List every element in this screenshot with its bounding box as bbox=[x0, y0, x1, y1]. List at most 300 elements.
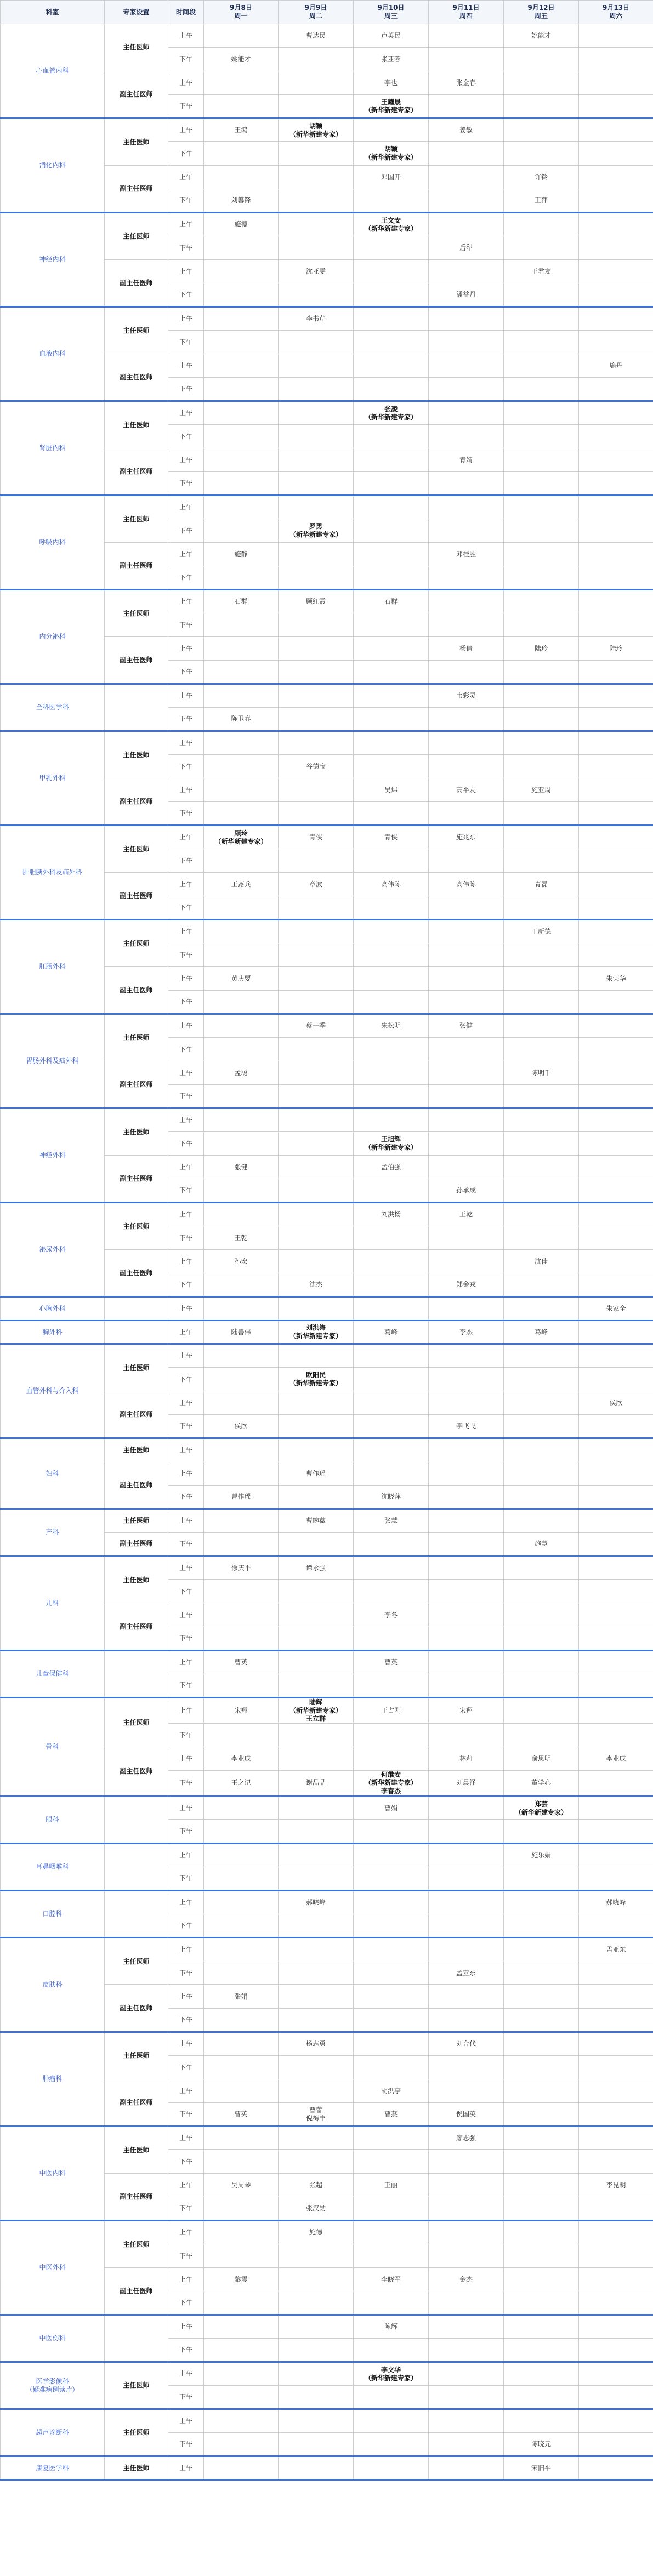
doctor-cell[interactable]: 何维安 （新华新建专家） 李春杰 bbox=[354, 1771, 429, 1796]
expert-level bbox=[105, 1297, 168, 1321]
department-name[interactable]: 骨科 bbox=[1, 1698, 105, 1796]
doctor-cell[interactable]: 姚能才 bbox=[204, 48, 279, 71]
doctor-cell[interactable]: 李晓军 bbox=[354, 2268, 429, 2291]
department-name[interactable]: 眼科 bbox=[1, 1796, 105, 1844]
schedule-row bbox=[1, 1203, 653, 1226]
doctor-cell[interactable]: 曹娟 bbox=[354, 1796, 429, 1820]
schedule-row bbox=[1, 1556, 653, 1580]
empty-cell bbox=[354, 1867, 429, 1891]
department-name[interactable]: 妇科 bbox=[1, 1438, 105, 1509]
doctor-cell[interactable]: 黎震 bbox=[204, 2268, 279, 2291]
doctor-cell[interactable]: 张健 bbox=[429, 1014, 504, 1038]
time-slot: 上午 bbox=[168, 684, 204, 708]
doctor-cell[interactable]: 孟亚东 bbox=[579, 1938, 653, 1961]
schedule-row bbox=[1, 2409, 653, 2433]
doctor-cell[interactable]: 王蕗兵 bbox=[204, 873, 279, 896]
empty-cell bbox=[354, 1438, 429, 1462]
department-name[interactable]: 甲乳外科 bbox=[1, 731, 105, 826]
empty-cell bbox=[204, 519, 279, 543]
doctor-cell[interactable]: 蔡一季 bbox=[279, 1014, 354, 1038]
doctor-cell[interactable]: 杨志勇 bbox=[279, 2032, 354, 2056]
empty-cell bbox=[279, 1226, 354, 1250]
empty-cell bbox=[429, 1108, 504, 1132]
empty-cell bbox=[579, 1038, 653, 1061]
empty-cell bbox=[429, 590, 504, 613]
time-slot: 上午 bbox=[168, 543, 204, 566]
department-name[interactable]: 心血管内科 bbox=[1, 24, 105, 118]
doctor-cell[interactable]: 施乐娟 bbox=[504, 1844, 579, 1867]
empty-cell bbox=[579, 1179, 653, 1203]
empty-cell bbox=[204, 1391, 279, 1415]
doctor-cell[interactable]: 张凌 （新华新建专家） bbox=[354, 401, 429, 425]
department-name[interactable]: 耳鼻咽喉科 bbox=[1, 1844, 105, 1891]
doctor-cell[interactable]: 王旭辉 （新华新建专家） bbox=[354, 1132, 429, 1156]
empty-cell bbox=[354, 967, 429, 991]
doctor-cell[interactable]: 郝晓峰 bbox=[579, 1891, 653, 1914]
doctor-cell[interactable]: 张超 bbox=[279, 2174, 354, 2197]
empty-cell bbox=[504, 142, 579, 166]
department-name[interactable]: 康复医学科 bbox=[1, 2456, 105, 2480]
doctor-cell[interactable]: 林莉 bbox=[429, 1747, 504, 1771]
expert-level: 主任医师 bbox=[105, 1556, 168, 1603]
empty-cell bbox=[204, 1891, 279, 1914]
empty-cell bbox=[204, 472, 279, 496]
doctor-cell[interactable]: 李书芹 bbox=[279, 307, 354, 331]
doctor-cell[interactable]: 谷德宝 bbox=[279, 755, 354, 778]
department-name[interactable]: 泌尿外科 bbox=[1, 1203, 105, 1297]
doctor-cell[interactable]: 曹燕 bbox=[354, 2103, 429, 2126]
header-slot: 时间段 bbox=[168, 1, 204, 24]
doctor-cell[interactable]: 宋翔 bbox=[204, 1698, 279, 1724]
time-slot: 上午 bbox=[168, 1250, 204, 1273]
doctor-cell[interactable]: 李飞飞 bbox=[429, 1415, 504, 1438]
doctor-cell[interactable]: 李杰 bbox=[429, 1321, 504, 1344]
time-slot: 下午 bbox=[168, 236, 204, 260]
time-slot: 下午 bbox=[168, 566, 204, 590]
doctor-cell[interactable]: 王耀晟 （新华新建专家） bbox=[354, 95, 429, 118]
empty-cell bbox=[279, 1391, 354, 1415]
doctor-cell[interactable]: 沈亚雯 bbox=[279, 260, 354, 283]
time-slot: 上午 bbox=[168, 1938, 204, 1961]
department-name[interactable]: 呼吸内科 bbox=[1, 496, 105, 590]
doctor-cell[interactable]: 高伟陈 bbox=[429, 873, 504, 896]
time-slot: 上午 bbox=[168, 354, 204, 378]
doctor-cell[interactable]: 孟伯强 bbox=[354, 1156, 429, 1179]
doctor-cell[interactable]: 青磊 bbox=[504, 873, 579, 896]
empty-cell bbox=[279, 378, 354, 401]
doctor-cell[interactable]: 孙承成 bbox=[429, 1179, 504, 1203]
doctor-cell[interactable]: 李业成 bbox=[204, 1747, 279, 1771]
empty-cell bbox=[579, 1844, 653, 1867]
doctor-cell[interactable]: 施兆东 bbox=[429, 826, 504, 849]
doctor-cell[interactable]: 沈晓萍 bbox=[354, 1486, 429, 1509]
schedule-row bbox=[1, 1438, 653, 1462]
doctor-cell[interactable]: 俞思明 bbox=[504, 1747, 579, 1771]
empty-cell bbox=[429, 142, 504, 166]
empty-cell bbox=[579, 425, 653, 448]
doctor-cell[interactable]: 顾红霞 bbox=[279, 590, 354, 613]
empty-cell bbox=[429, 2339, 504, 2362]
doctor-cell[interactable]: 曹作瑶 bbox=[279, 1462, 354, 1486]
empty-cell bbox=[204, 2150, 279, 2174]
doctor-cell[interactable]: 朱荣华 bbox=[579, 967, 653, 991]
doctor-cell[interactable]: 张娟 bbox=[204, 1985, 279, 2009]
doctor-cell[interactable]: 郑芸 （新华新建专家） bbox=[504, 1796, 579, 1820]
doctor-cell[interactable]: 姜敏 bbox=[429, 118, 504, 142]
empty-cell bbox=[279, 1747, 354, 1771]
doctor-cell[interactable]: 曹蕾 倪梅丰 bbox=[279, 2103, 354, 2126]
schedule-row bbox=[1, 1509, 653, 1533]
department-name[interactable]: 中医内科 bbox=[1, 2126, 105, 2221]
empty-cell bbox=[504, 378, 579, 401]
doctor-cell[interactable]: 陆玲 bbox=[579, 637, 653, 661]
doctor-cell[interactable]: 吴炜 bbox=[354, 778, 429, 802]
empty-cell bbox=[204, 1914, 279, 1938]
doctor-cell[interactable]: 谢晶晶 bbox=[279, 1771, 354, 1796]
expert-level: 副主任医师 bbox=[105, 637, 168, 684]
empty-cell bbox=[429, 2079, 504, 2103]
doctor-cell[interactable]: 曹英 bbox=[204, 1651, 279, 1674]
doctor-cell[interactable]: 章波 bbox=[279, 873, 354, 896]
time-slot: 下午 bbox=[168, 1273, 204, 1297]
doctor-cell[interactable]: 张金春 bbox=[429, 71, 504, 95]
doctor-cell[interactable]: 王乾 bbox=[429, 1203, 504, 1226]
doctor-cell[interactable]: 张汉勋 bbox=[279, 2197, 354, 2221]
doctor-cell[interactable]: 韦彩灵 bbox=[429, 684, 504, 708]
empty-cell bbox=[279, 1038, 354, 1061]
doctor-cell[interactable]: 高伟陈 bbox=[354, 873, 429, 896]
doctor-cell[interactable]: 葛峰 bbox=[504, 1321, 579, 1344]
time-slot: 上午 bbox=[168, 1156, 204, 1179]
empty-cell bbox=[429, 967, 504, 991]
doctor-cell[interactable]: 曹英 bbox=[354, 1651, 429, 1674]
time-slot: 下午 bbox=[168, 519, 204, 543]
empty-cell bbox=[504, 2268, 579, 2291]
empty-cell bbox=[579, 1820, 653, 1844]
empty-cell bbox=[354, 2291, 429, 2315]
empty-cell bbox=[354, 2056, 429, 2079]
empty-cell bbox=[204, 71, 279, 95]
empty-cell bbox=[279, 1486, 354, 1509]
empty-cell bbox=[579, 1580, 653, 1603]
doctor-cell[interactable]: 卢英民 bbox=[354, 24, 429, 48]
doctor-cell[interactable]: 石群 bbox=[204, 590, 279, 613]
doctor-cell[interactable]: 曹畹薇 bbox=[279, 1509, 354, 1533]
empty-cell bbox=[429, 213, 504, 236]
time-slot: 上午 bbox=[168, 2174, 204, 2197]
doctor-cell[interactable]: 王君友 bbox=[504, 260, 579, 283]
department-name[interactable]: 全科医学科 bbox=[1, 684, 105, 731]
doctor-cell[interactable]: 施静 bbox=[204, 543, 279, 566]
empty-cell bbox=[504, 401, 579, 425]
doctor-cell[interactable]: 金杰 bbox=[429, 2268, 504, 2291]
doctor-cell[interactable]: 刘合代 bbox=[429, 2032, 504, 2056]
department-name[interactable]: 心胸外科 bbox=[1, 1297, 105, 1321]
empty-cell bbox=[579, 2126, 653, 2150]
empty-cell bbox=[579, 2244, 653, 2268]
department-name[interactable]: 皮肤科 bbox=[1, 1938, 105, 2032]
doctor-cell[interactable]: 侯欣 bbox=[204, 1415, 279, 1438]
empty-cell bbox=[579, 260, 653, 283]
doctor-cell[interactable]: 倪国英 bbox=[429, 2103, 504, 2126]
department-name[interactable]: 血管外科与介入科 bbox=[1, 1344, 105, 1438]
expert-level bbox=[105, 1844, 168, 1891]
expert-level: 主任医师 bbox=[105, 1344, 168, 1391]
department-name[interactable]: 中医伤科 bbox=[1, 2315, 105, 2362]
doctor-cell[interactable]: 刘晨泽 bbox=[429, 1771, 504, 1796]
doctor-cell[interactable]: 青侠 bbox=[354, 826, 429, 849]
doctor-cell[interactable]: 李业成 bbox=[579, 1747, 653, 1771]
doctor-cell[interactable]: 孟聪 bbox=[204, 1061, 279, 1085]
department-name[interactable]: 肝胆胰外科及疝外科 bbox=[1, 826, 105, 920]
empty-cell bbox=[579, 166, 653, 189]
expert-level: 主任医师 bbox=[105, 2456, 168, 2480]
doctor-cell[interactable]: 王鸿 bbox=[204, 118, 279, 142]
doctor-cell[interactable]: 吴周琴 bbox=[204, 2174, 279, 2197]
empty-cell bbox=[504, 2409, 579, 2433]
empty-cell bbox=[504, 1038, 579, 1061]
doctor-cell[interactable]: 王文安 （新华新建专家） bbox=[354, 213, 429, 236]
empty-cell bbox=[354, 1533, 429, 1556]
doctor-cell[interactable]: 张亚蓉 bbox=[354, 48, 429, 71]
doctor-cell[interactable]: 孙宏 bbox=[204, 1250, 279, 1273]
empty-cell bbox=[579, 1674, 653, 1698]
empty-cell bbox=[279, 189, 354, 213]
doctor-cell[interactable]: 陆善伟 bbox=[204, 1321, 279, 1344]
empty-cell bbox=[279, 778, 354, 802]
department-name[interactable]: 肾脏内科 bbox=[1, 401, 105, 496]
department-name[interactable]: 儿科 bbox=[1, 1556, 105, 1651]
doctor-cell[interactable]: 董学心 bbox=[504, 1771, 579, 1796]
empty-cell bbox=[354, 802, 429, 826]
doctor-cell[interactable]: 姚能才 bbox=[504, 24, 579, 48]
empty-cell bbox=[429, 1844, 504, 1867]
empty-cell bbox=[279, 920, 354, 943]
department-name[interactable]: 神经外科 bbox=[1, 1108, 105, 1203]
doctor-cell[interactable]: 邓国开 bbox=[354, 166, 429, 189]
doctor-cell[interactable]: 施慧 bbox=[504, 1533, 579, 1556]
department-name[interactable]: 医学影像科 （疑难病例读片） bbox=[1, 2362, 105, 2409]
empty-cell bbox=[504, 2339, 579, 2362]
empty-cell bbox=[579, 1796, 653, 1820]
header-weekday: 周五 bbox=[534, 12, 548, 20]
empty-cell bbox=[429, 2009, 504, 2032]
doctor-cell[interactable]: 青婧 bbox=[429, 448, 504, 472]
doctor-cell[interactable]: 罗勇 （新华新建专家） bbox=[279, 519, 354, 543]
empty-cell bbox=[579, 943, 653, 967]
doctor-cell[interactable]: 杨倩 bbox=[429, 637, 504, 661]
time-slot: 下午 bbox=[168, 1724, 204, 1747]
empty-cell bbox=[354, 2009, 429, 2032]
department-name[interactable]: 血液内科 bbox=[1, 307, 105, 401]
doctor-cell[interactable]: 沈佳 bbox=[504, 1250, 579, 1273]
empty-cell bbox=[204, 1938, 279, 1961]
doctor-cell[interactable]: 沈杰 bbox=[279, 1273, 354, 1297]
doctor-cell[interactable]: 胡颖 （新华新建专家） bbox=[279, 118, 354, 142]
header-date: 9月10日 bbox=[377, 4, 405, 12]
doctor-cell[interactable]: 施德 bbox=[204, 213, 279, 236]
empty-cell bbox=[204, 2032, 279, 2056]
department-name[interactable]: 产科 bbox=[1, 1509, 105, 1556]
doctor-cell[interactable]: 胡颖 （新华新建专家） bbox=[354, 142, 429, 166]
doctor-cell[interactable]: 朱家全 bbox=[579, 1297, 653, 1321]
doctor-cell[interactable]: 陈卫春 bbox=[204, 708, 279, 731]
doctor-cell[interactable]: 黄庆要 bbox=[204, 967, 279, 991]
schedule-row bbox=[1, 118, 653, 142]
department-name[interactable]: 口腔科 bbox=[1, 1891, 105, 1938]
empty-cell bbox=[279, 2362, 354, 2386]
doctor-cell[interactable]: 曹达民 bbox=[279, 24, 354, 48]
doctor-cell[interactable]: 丁新德 bbox=[504, 920, 579, 943]
expert-level: 副主任医师 bbox=[105, 448, 168, 496]
doctor-cell[interactable]: 曹英 bbox=[204, 2103, 279, 2126]
department-name[interactable]: 肿瘤科 bbox=[1, 2032, 105, 2126]
empty-cell bbox=[354, 943, 429, 967]
header-date: 9月9日 bbox=[304, 4, 327, 12]
empty-cell bbox=[429, 1651, 504, 1674]
expert-level: 主任医师 bbox=[105, 1203, 168, 1250]
empty-cell bbox=[279, 1985, 354, 2009]
doctor-cell[interactable]: 廖志强 bbox=[429, 2126, 504, 2150]
empty-cell bbox=[579, 118, 653, 142]
department-name[interactable]: 胃肠外科及疝外科 bbox=[1, 1014, 105, 1108]
schedule-row bbox=[1, 1344, 653, 1368]
empty-cell bbox=[504, 1179, 579, 1203]
empty-cell bbox=[579, 1867, 653, 1891]
doctor-cell[interactable]: 张健 bbox=[204, 1156, 279, 1179]
time-slot: 下午 bbox=[168, 2150, 204, 2174]
empty-cell bbox=[579, 1462, 653, 1486]
doctor-cell[interactable]: 刘洪杨 bbox=[354, 1203, 429, 1226]
expert-level: 主任医师 bbox=[105, 307, 168, 354]
time-slot: 下午 bbox=[168, 1179, 204, 1203]
expert-level: 主任医师 bbox=[105, 1438, 168, 1462]
schedule-row bbox=[1, 731, 653, 755]
expert-level: 副主任医师 bbox=[105, 873, 168, 920]
empty-cell bbox=[429, 496, 504, 519]
time-slot: 下午 bbox=[168, 1085, 204, 1108]
doctor-cell[interactable]: 施丹 bbox=[579, 354, 653, 378]
doctor-cell[interactable]: 施亚周 bbox=[504, 778, 579, 802]
empty-cell bbox=[354, 849, 429, 873]
empty-cell bbox=[354, 661, 429, 684]
doctor-cell[interactable]: 许铃 bbox=[504, 166, 579, 189]
doctor-cell[interactable]: 施德 bbox=[279, 2221, 354, 2244]
doctor-cell[interactable]: 陆辉 （新华新建专家） 王立群 bbox=[279, 1698, 354, 1724]
empty-cell bbox=[279, 354, 354, 378]
doctor-cell[interactable]: 邓桂胜 bbox=[429, 543, 504, 566]
doctor-cell[interactable]: 孟亚东 bbox=[429, 1961, 504, 1985]
empty-cell bbox=[279, 95, 354, 118]
doctor-cell[interactable]: 李文华 （新华新建专家） bbox=[354, 2362, 429, 2386]
department-name[interactable]: 神经内科 bbox=[1, 213, 105, 307]
empty-cell bbox=[504, 1415, 579, 1438]
doctor-cell[interactable]: 宋旧平 bbox=[504, 2456, 579, 2480]
doctor-cell[interactable]: 陆玲 bbox=[504, 637, 579, 661]
doctor-cell[interactable]: 王占刚 bbox=[354, 1698, 429, 1724]
department-name[interactable]: 儿童保健科 bbox=[1, 1651, 105, 1698]
doctor-cell[interactable]: 葛峰 bbox=[354, 1321, 429, 1344]
expert-level: 主任医师 bbox=[105, 496, 168, 543]
doctor-cell[interactable]: 郑金戎 bbox=[429, 1273, 504, 1297]
doctor-cell[interactable]: 陈明千 bbox=[504, 1061, 579, 1085]
doctor-cell[interactable]: 李昆明 bbox=[579, 2174, 653, 2197]
doctor-cell[interactable]: 胡洪亭 bbox=[354, 2079, 429, 2103]
empty-cell bbox=[504, 1273, 579, 1297]
empty-cell bbox=[279, 2150, 354, 2174]
doctor-cell[interactable]: 王乾 bbox=[204, 1226, 279, 1250]
doctor-cell[interactable]: 欧阳民 （新华新建专家） bbox=[279, 1368, 354, 1391]
empty-cell bbox=[429, 755, 504, 778]
header-day-1 bbox=[204, 1, 279, 24]
expert-level: 主任医师 bbox=[105, 2126, 168, 2174]
empty-cell bbox=[579, 496, 653, 519]
doctor-cell[interactable]: 侯欣 bbox=[579, 1391, 653, 1415]
doctor-cell[interactable]: 高平友 bbox=[429, 778, 504, 802]
department-name[interactable]: 消化内科 bbox=[1, 118, 105, 213]
doctor-cell[interactable]: 谭永强 bbox=[279, 1556, 354, 1580]
doctor-cell[interactable]: 刘馨锋 bbox=[204, 189, 279, 213]
department-name[interactable]: 胸外科 bbox=[1, 1321, 105, 1344]
empty-cell bbox=[354, 1226, 429, 1250]
empty-cell bbox=[504, 1344, 579, 1368]
doctor-cell[interactable]: 王丽 bbox=[354, 2174, 429, 2197]
empty-cell bbox=[204, 1961, 279, 1985]
doctor-cell[interactable]: 石群 bbox=[354, 590, 429, 613]
empty-cell bbox=[204, 1627, 279, 1651]
empty-cell bbox=[579, 236, 653, 260]
doctor-cell[interactable]: 顾玲 （新华新建专家） bbox=[204, 826, 279, 849]
doctor-cell[interactable]: 潘益丹 bbox=[429, 283, 504, 307]
doctor-cell[interactable]: 张慧 bbox=[354, 1509, 429, 1533]
doctor-cell[interactable]: 曹作瑶 bbox=[204, 1486, 279, 1509]
expert-level bbox=[105, 1891, 168, 1938]
empty-cell bbox=[279, 1438, 354, 1462]
time-slot: 下午 bbox=[168, 1771, 204, 1796]
department-name[interactable]: 肛肠外科 bbox=[1, 920, 105, 1014]
empty-cell bbox=[429, 2174, 504, 2197]
department-name[interactable]: 内分泌科 bbox=[1, 590, 105, 684]
doctor-cell[interactable]: 刘洪涛 （新华新建专家） bbox=[279, 1321, 354, 1344]
empty-cell bbox=[429, 260, 504, 283]
doctor-cell[interactable]: 朱松明 bbox=[354, 1014, 429, 1038]
doctor-cell[interactable]: 李冬 bbox=[354, 1603, 429, 1627]
department-name[interactable]: 中医外科 bbox=[1, 2221, 105, 2315]
doctor-cell[interactable]: 陈辉 bbox=[354, 2315, 429, 2339]
doctor-cell[interactable]: 陈晓元 bbox=[504, 2433, 579, 2456]
empty-cell bbox=[429, 991, 504, 1014]
empty-cell bbox=[354, 283, 429, 307]
doctor-cell[interactable]: 王萍 bbox=[504, 189, 579, 213]
empty-cell bbox=[354, 2409, 429, 2433]
doctor-cell[interactable]: 宋翔 bbox=[429, 1698, 504, 1724]
empty-cell bbox=[504, 472, 579, 496]
time-slot: 下午 bbox=[168, 755, 204, 778]
header-day-5 bbox=[504, 1, 579, 24]
doctor-cell[interactable]: 王之记 bbox=[204, 1771, 279, 1796]
doctor-cell[interactable]: 李也 bbox=[354, 71, 429, 95]
empty-cell bbox=[204, 613, 279, 637]
empty-cell bbox=[504, 1391, 579, 1415]
doctor-cell[interactable]: 后犁 bbox=[429, 236, 504, 260]
empty-cell bbox=[204, 920, 279, 943]
doctor-cell[interactable]: 郝晓峰 bbox=[279, 1891, 354, 1914]
time-slot: 上午 bbox=[168, 1462, 204, 1486]
expert-level: 主任医师 bbox=[105, 590, 168, 637]
doctor-cell[interactable]: 徐庆平 bbox=[204, 1556, 279, 1580]
department-name[interactable]: 超声诊断科 bbox=[1, 2409, 105, 2456]
doctor-cell[interactable]: 青侠 bbox=[279, 826, 354, 849]
